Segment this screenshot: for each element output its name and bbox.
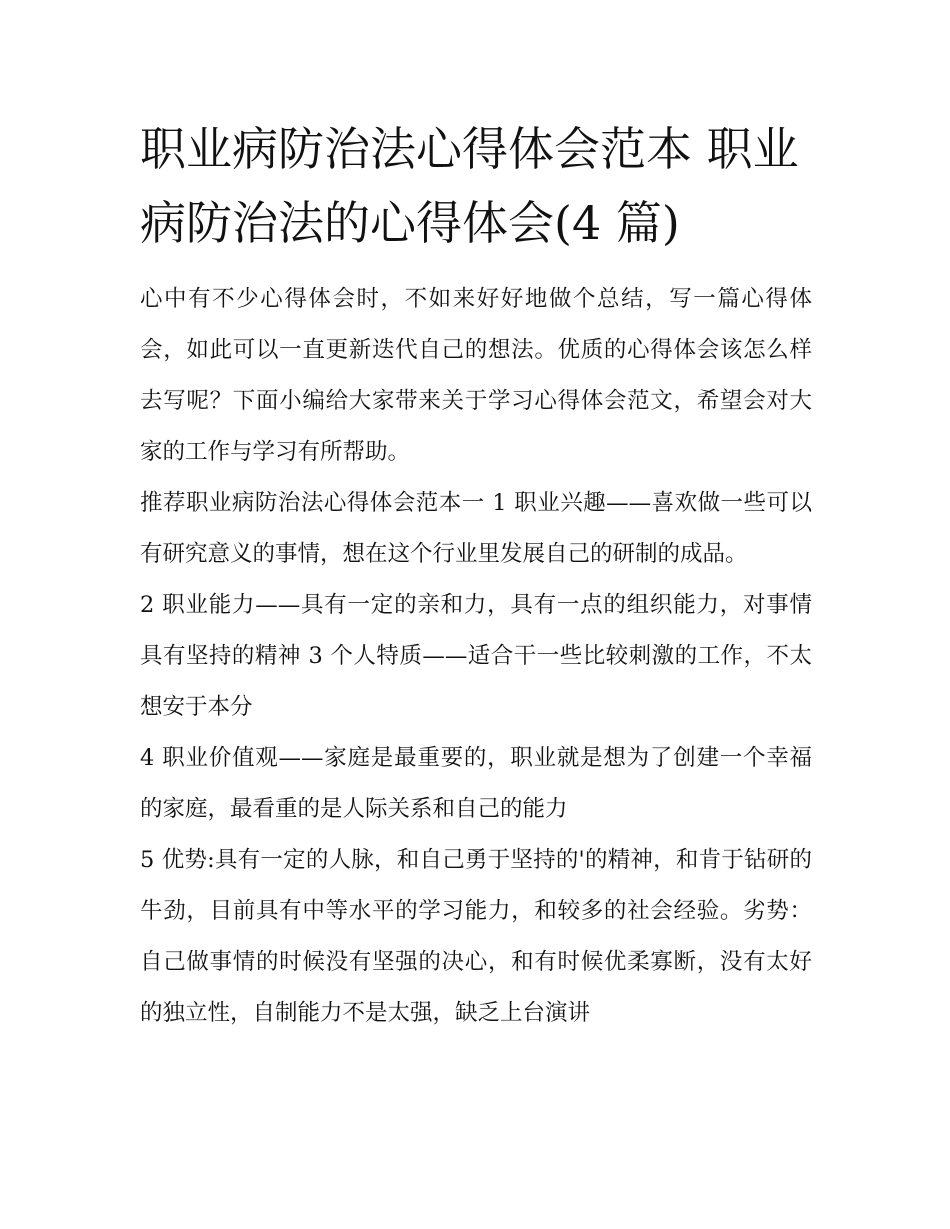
paragraph-intro: 心中有不少心得体会时，不如来好好地做个总结，写一篇心得体会，如此可以一直更新迭代自己的想法。优质的心得体会该怎么样去写呢？下面小编给大家带来关于学习心得体会范文，希望会对大家的工作与学习有所帮助。 xyxy=(140,286,812,465)
document-body xyxy=(140,112,812,1039)
document-title: 职业病防治法心得体会范本 职业病防治法的心得体会(4 篇) xyxy=(140,122,799,250)
paragraph-career-interest: 推荐职业病防治法心得体会范本一 1 职业兴趣——喜欢做一些可以有研究意义的事情，想在这个行业里发展自己的研制的成品。 xyxy=(140,490,812,567)
paragraph-career-ability: 2 职业能力——具有一定的亲和力，具有一点的组织能力，对事情具有坚持的精神 3 个人特质——适合干一些比较刺激的工作，不太想安于本分 xyxy=(140,592,812,720)
paragraph-career-values: 4 职业价值观——家庭是最重要的，职业就是想为了创建一个幸福的家庭，最看重的是人际关系和自己的能力 xyxy=(140,745,812,822)
paragraph-strengths-weaknesses: 5 优势:具有一定的人脉，和自己勇于坚持的'的精神，和肯于钻研的牛劲，目前具有中等水平的学习能力，和较多的社会经验。劣势：自己做事情的时候没有坚强的决心，和有时候优柔寡断，没有太好的独立性，自制能力不是太强，缺乏上台演讲 xyxy=(140,847,812,1026)
